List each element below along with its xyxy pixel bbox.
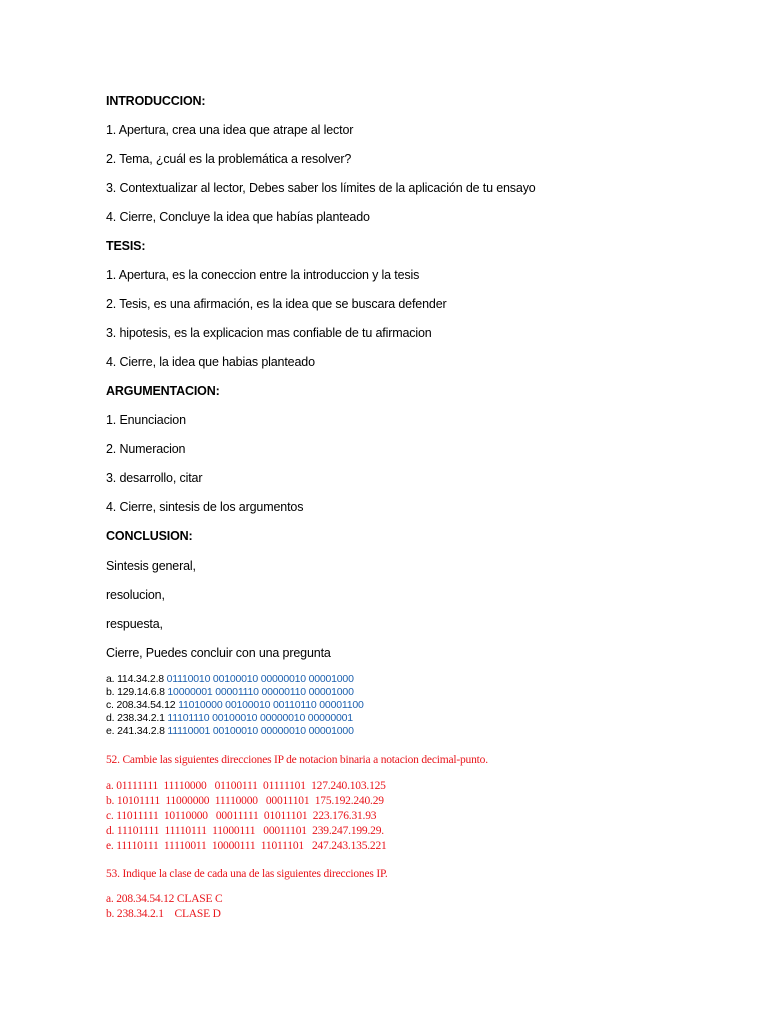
ip-binary-row xyxy=(106,699,364,711)
ip-binary-text: 11110001 00100010 00000010 00001000 xyxy=(167,725,354,737)
exercise-53-question: 53. Indique la clase de cada una de las siguientes direcciones IP. xyxy=(106,868,388,880)
section-heading-conclusion: CONCLUSION: xyxy=(106,529,193,543)
conclusion-item-2: resolucion, xyxy=(106,588,165,602)
ip-binary-row xyxy=(106,725,354,737)
intro-item-3: 3. Contextualizar al lector, Debes saber los límites de la aplicación de tu ensayo xyxy=(106,181,536,195)
conclusion-item-1: Sintesis general, xyxy=(106,559,196,573)
conclusion-item-3: respuesta, xyxy=(106,617,163,631)
exercise-52-answer: b. 10101111 11000000 11110000 00011101 175.192.240.29 xyxy=(106,795,384,807)
intro-item-2: 2. Tema, ¿cuál es la problemática a resolver? xyxy=(106,152,352,166)
tesis-item-1: 1. Apertura, es la coneccion entre la introduccion y la tesis xyxy=(106,268,420,282)
tesis-item-2: 2. Tesis, es una afirmación, es la idea que se buscara defender xyxy=(106,297,447,311)
ip-address-text: d. 238.34.2.1 xyxy=(106,712,168,724)
ip-binary-text: 10000001 00001110 00000110 00001000 xyxy=(167,686,354,698)
exercise-53-answer: b. 238.34.2.1 CLASE D xyxy=(106,908,221,920)
ip-binary-text: 11101110 00100010 00000010 00000001 xyxy=(167,712,353,724)
ip-address-text: b. 129.14.6.8 xyxy=(106,686,168,698)
exercise-52-answer: d. 11101111 11110111 11000111 00011101 239.247.199.29. xyxy=(106,825,384,837)
ip-address-text: e. 241.34.2.8 xyxy=(106,725,168,737)
exercise-52-answer: a. 01111111 11110000 01100111 01111101 127.240.103.125 xyxy=(106,780,386,792)
argumentacion-item-3: 3. desarrollo, citar xyxy=(106,471,203,485)
argumentacion-item-4: 4. Cierre, sintesis de los argumentos xyxy=(106,500,304,514)
argumentacion-item-2: 2. Numeracion xyxy=(106,442,186,456)
tesis-item-3: 3. hipotesis, es la explicacion mas confiable de tu afirmacion xyxy=(106,326,432,340)
ip-binary-row xyxy=(106,673,354,685)
section-heading-tesis: TESIS: xyxy=(106,239,146,253)
ip-binary-row xyxy=(106,686,354,698)
tesis-item-4: 4. Cierre, la idea que habias planteado xyxy=(106,355,315,369)
conclusion-item-4: Cierre, Puedes concluir con una pregunta xyxy=(106,646,331,660)
section-heading-argumentacion: ARGUMENTACION: xyxy=(106,384,220,398)
intro-item-4: 4. Cierre, Concluye la idea que habías planteado xyxy=(106,210,370,224)
exercise-52-answer: c. 11011111 10110000 00011111 01011101 223.176.31.93 xyxy=(106,810,377,822)
argumentacion-item-1: 1. Enunciacion xyxy=(106,413,186,427)
ip-binary-text: 01110010 00100010 00000010 00001000 xyxy=(166,673,354,685)
exercise-52-question: 52. Cambie las siguientes direcciones IP de notacion binaria a notacion decimal-punto. xyxy=(106,754,488,766)
section-heading-introduccion: INTRODUCCION: xyxy=(106,94,206,108)
ip-binary-row xyxy=(106,712,353,724)
ip-address-text: c. 208.34.54.12 xyxy=(106,699,179,711)
intro-item-1: 1. Apertura, crea una idea que atrape al lector xyxy=(106,123,354,137)
ip-binary-text: 11010000 00100010 00110110 00001100 xyxy=(178,699,364,711)
exercise-52-answer: e. 11110111 11110011 10000111 11011101 247.243.135.221 xyxy=(106,840,387,852)
exercise-53-answer: a. 208.34.54.12 CLASE C xyxy=(106,893,223,905)
ip-address-text: a. 114.34.2.8 xyxy=(106,673,167,685)
